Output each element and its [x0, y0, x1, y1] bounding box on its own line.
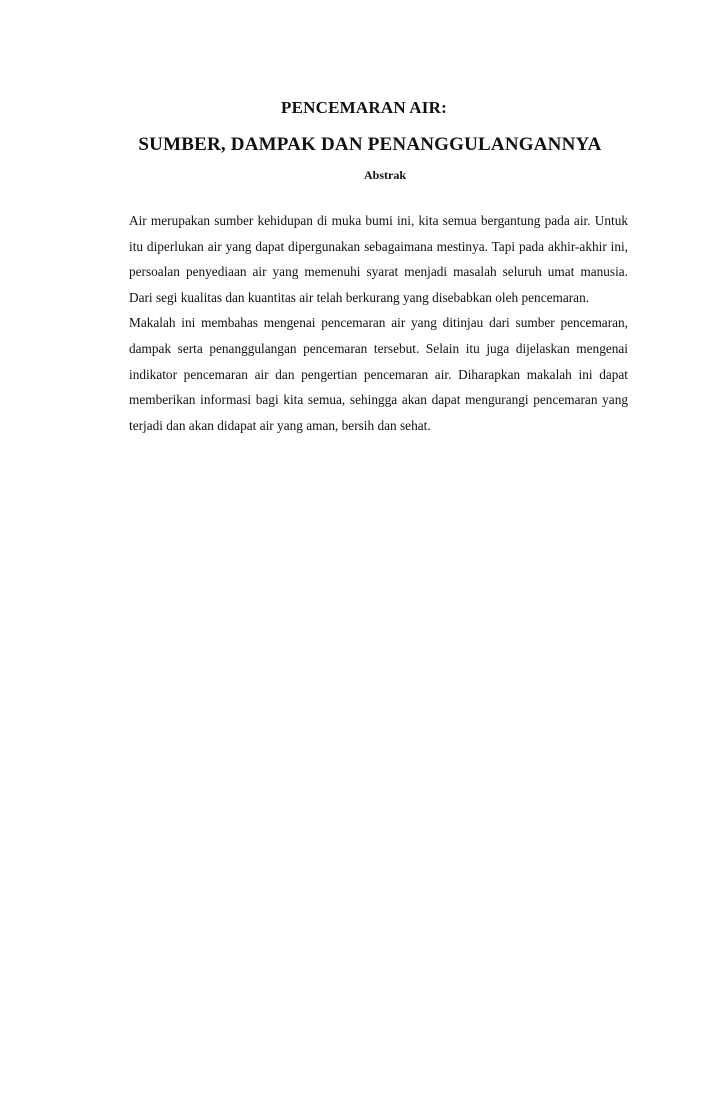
document-subtitle: SUMBER, DAMPAK DAN PENANGGULANGANNYA	[138, 134, 602, 155]
abstract-paragraph-2: Makalah ini membahas mengenai pencemaran air yang ditinjau dari sumber pencemaran, dampak serta penanggulangan pencemaran tersebut. Selain itu juga dijelaskan mengenai indikator pencemaran air dan pengertian pencemaran air. Diharapkan makalah ini dapat memberikan informasi bagi kita semua, sehingga akan dapat mengurangi pencemaran yang terjadi dan akan didapat air yang aman, bersih dan sehat.	[129, 315, 628, 433]
abstract-heading: Abstrak	[363, 168, 406, 182]
abstract-paragraph-1: Air merupakan sumber kehidupan di muka bumi ini, kita semua bergantung pada air. Untuk itu diperlukan air yang dapat dipergunakan sebagaimana mestinya. Tapi pada akhir-akhir ini, persoalan penyediaan air yang memenuhi syarat menjadi masalah seluruh umat manusia. Dari segi kualitas dan kuantitas air telah berkurang yang disebabkan oleh pencemaran.	[129, 213, 628, 305]
document-title: PENCEMARAN AIR:	[281, 98, 447, 117]
abstract-body	[129, 208, 628, 438]
